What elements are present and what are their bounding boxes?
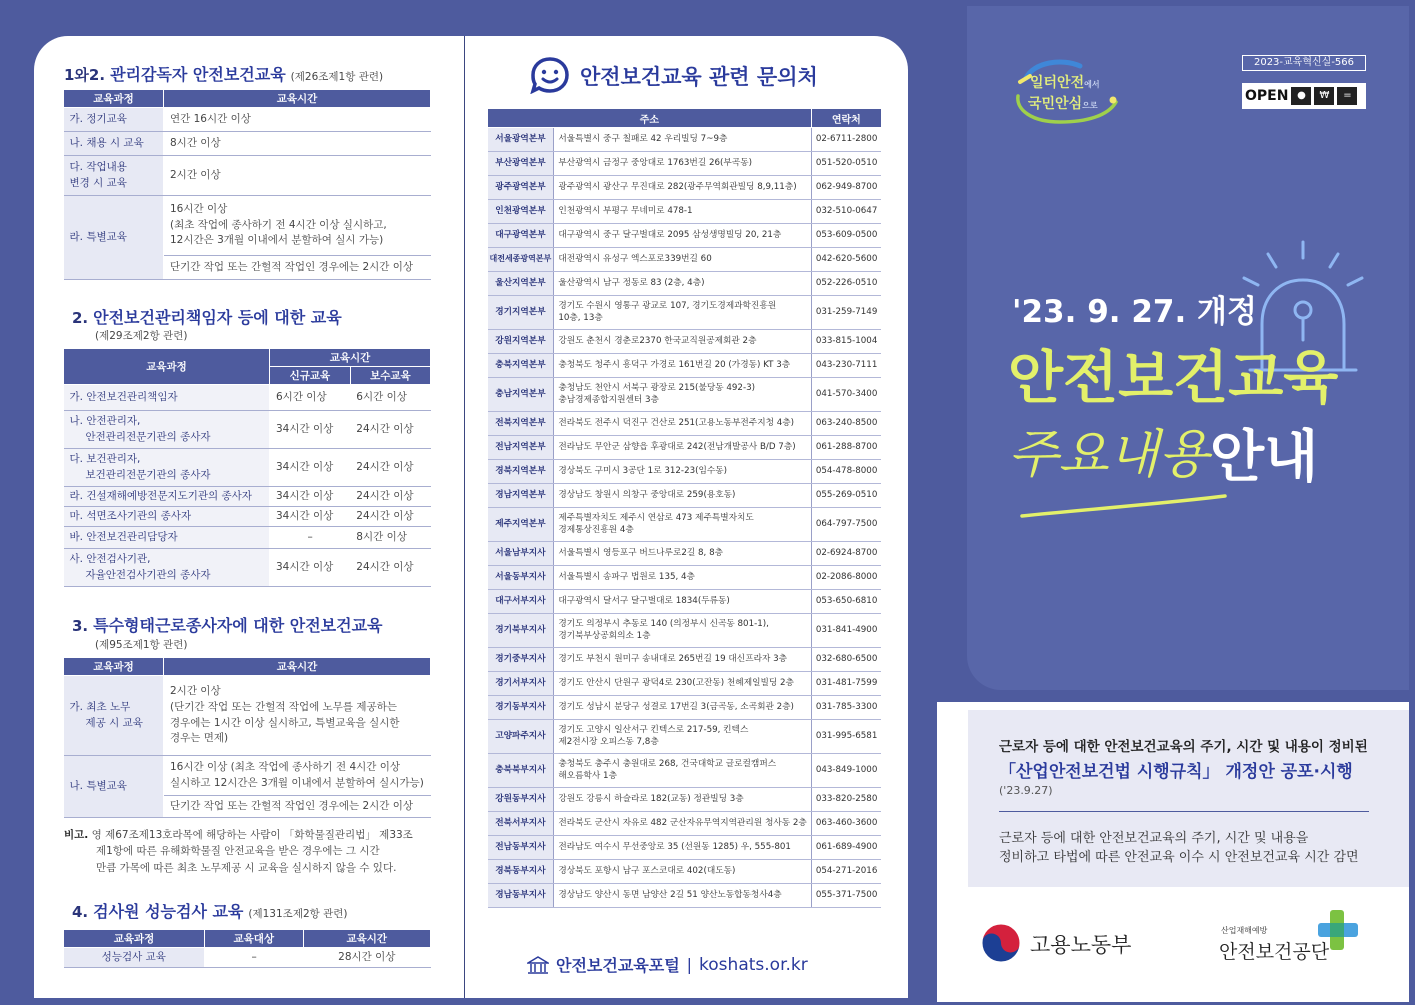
- office-cell: 대구서부지사: [488, 590, 554, 614]
- portal-url[interactable]: koshats.or.kr: [699, 954, 808, 975]
- address-line: 경기도 의정부시 추동로 140 (의정부시 신곡동 801-1),: [558, 618, 769, 629]
- section-number: 1와2.: [64, 66, 106, 84]
- course-line: 가. 최초 노무: [69, 700, 131, 713]
- address-cell: [554, 672, 811, 696]
- new-cell: 34시간 이상: [270, 449, 351, 487]
- contact-row: [488, 128, 882, 152]
- cross-logo-icon: [1316, 908, 1360, 952]
- address-cell: [554, 542, 811, 566]
- new-cell: 6시간 이상: [270, 385, 351, 411]
- slogan-text: 일터안전: [1030, 75, 1085, 91]
- phone-cell: 063-460-3600: [811, 812, 881, 836]
- office-cell: 충북지역본부: [488, 354, 554, 378]
- phone-cell: 054-271-2016: [811, 860, 881, 884]
- course-line: 변경 시 교육: [69, 176, 127, 189]
- contact-row: [488, 484, 882, 508]
- phone-cell: 062-949-8700: [811, 176, 881, 200]
- address-line: 경상남도 양산시 동면 남양산 2길 51 양산노동합동청사4층: [558, 889, 782, 900]
- cover-title-3: 안내: [1210, 425, 1319, 490]
- open-license-badge: [1242, 83, 1366, 109]
- phone-cell: 031-841-4900: [811, 614, 881, 648]
- office-cell: 충북북부지사: [488, 754, 554, 788]
- course-cell: 나. 특별교육: [64, 756, 164, 818]
- renew-cell: 24시간 이상: [350, 507, 430, 527]
- time-cell: [164, 196, 431, 256]
- phone-cell: 053-609-0500: [811, 224, 881, 248]
- contact-row: [488, 542, 882, 566]
- address-line: 해오름학사 1층: [558, 770, 617, 781]
- course-cell: 성능검사 교육: [64, 948, 205, 968]
- address-line: 제주특별자치도 제주시 연삼로 473 제주특별자치도: [558, 512, 754, 523]
- note-line: 제1항에 따른 유해화학물질 안전교육을 받은 경우에는 그 시간: [96, 845, 380, 858]
- phone-cell: 061-689-4900: [811, 836, 881, 860]
- section-title: 관리감독자 안전보건교육: [110, 65, 286, 84]
- address-line: 경기도 성남시 분당구 성결로 17번길 3(금곡동, 소곡회관 2층): [558, 701, 794, 712]
- table-manager-training: [63, 89, 431, 280]
- phone-cell: 052-226-0510: [811, 272, 881, 296]
- course-cell: [64, 676, 164, 756]
- office-cell: 대전세종광역본부: [488, 248, 554, 272]
- address-line: 울산광역시 남구 정동로 83 (2층, 4층): [558, 277, 705, 288]
- time-cell: [164, 676, 431, 756]
- address-cell: [554, 224, 811, 248]
- header-phone: 연락처: [811, 109, 881, 128]
- course-line: 다. 작업내용: [69, 160, 127, 173]
- course-line: 다. 보건관리자,: [69, 452, 141, 465]
- contact-row: [488, 176, 882, 200]
- time-cell: [164, 756, 431, 796]
- phone-cell: 033-815-1004: [811, 330, 881, 354]
- address-line: 경상북도 구미시 3공단 1로 312-23(임수동): [558, 465, 728, 476]
- address-line: 광주광역시 광산구 무진대로 282(광주무역회관빌딩 8,9,11층): [558, 181, 797, 192]
- address-line: 대구광역시 중구 달구벌대로 2095 삼성생명빌딩 20, 21층: [558, 229, 782, 240]
- header-course: 교육과정: [64, 349, 270, 385]
- office-cell: 강원지역본부: [488, 330, 554, 354]
- address-cell: [554, 272, 811, 296]
- course-line: 나. 안전관리자,: [69, 414, 141, 427]
- office-cell: 경기지역본부: [488, 296, 554, 330]
- phone-cell: 031-785-3300: [811, 696, 881, 720]
- office-cell: 전남지역본부: [488, 436, 554, 460]
- summary-date: ('23.9.27): [999, 784, 1053, 797]
- office-cell: 광주광역본부: [488, 176, 554, 200]
- header-new: 신규교육: [270, 367, 351, 385]
- time-cell: 2시간 이상: [164, 156, 431, 196]
- office-cell: 서울남부지사: [488, 542, 554, 566]
- note-line: 만큼 가목에 따른 최초 노무제공 시 교육을 실시하지 않을 수 있다.: [96, 861, 397, 874]
- time-line: (최초 작업에 종사하기 전 4시간 이상 실시하고,: [170, 218, 387, 231]
- address-line: 대구광역시 달서구 달구벌대로 1834(두류동): [558, 595, 730, 606]
- section-number: 4.: [72, 903, 89, 921]
- address-line: 경기도 안산시 단원구 광덕4로 230(고잔동) 천혜제일빌딩 2층: [558, 677, 794, 688]
- table-manager-responsible-training: [63, 348, 431, 587]
- address-cell: [554, 884, 811, 908]
- header-time: 교육시간: [303, 930, 430, 948]
- section-3-heading: [72, 613, 383, 636]
- address-line: 전라남도 여수시 무선중앙로 35 (선원동 1285) 우, 555-801: [558, 841, 791, 852]
- phone-cell: 064-797-7500: [811, 508, 881, 542]
- address-line: 경상남도 창원시 의창구 중앙대로 259(용호동): [558, 489, 736, 500]
- open-label: OPEN: [1245, 88, 1289, 104]
- office-cell: 울산지역본부: [488, 272, 554, 296]
- address-line: 대전광역시 유성구 엑스포로339번길 60: [558, 253, 712, 264]
- phone-cell: 043-230-7111: [811, 354, 881, 378]
- contact-row: [488, 508, 882, 542]
- header-course: 교육과정: [64, 658, 164, 676]
- section-reference: (제95조제1항 관련): [95, 639, 188, 651]
- address-cell: [554, 296, 811, 330]
- address-cell: [554, 508, 811, 542]
- address-cell: [554, 460, 811, 484]
- office-cell: 부산광역본부: [488, 152, 554, 176]
- header-address: 주소: [488, 109, 812, 128]
- address-line: 경기도 부천시 원미구 송내대로 265번길 19 대신프라자 3층: [558, 653, 788, 664]
- section-1-heading: [64, 62, 383, 85]
- phone-cell: 043-849-1000: [811, 754, 881, 788]
- address-line: 부산광역시 금정구 중앙대로 1763번길 26(부곡동): [558, 157, 752, 168]
- new-cell: 34시간 이상: [270, 549, 351, 587]
- phone-cell: 051-520-0510: [811, 152, 881, 176]
- time-line: 2시간 이상: [170, 685, 221, 697]
- phone-cell: 032-510-0647: [811, 200, 881, 224]
- address-line: 충남경제종합지원센터 3층: [558, 394, 659, 405]
- phone-cell: 055-269-0510: [811, 484, 881, 508]
- phone-cell: 042-620-5600: [811, 248, 881, 272]
- target-cell: –: [205, 948, 304, 968]
- section-title: 검사원 성능검사 교육: [93, 902, 244, 921]
- office-cell: 충남지역본부: [488, 378, 554, 412]
- phone-cell: 061-288-8700: [811, 436, 881, 460]
- address-line: 인천광역시 부평구 무네미로 478-1: [558, 205, 693, 216]
- time-line: 16시간 이상 (최초 작업에 종사하기 전 4시간 이상: [170, 760, 401, 773]
- office-cell: 고양파주지사: [488, 720, 554, 754]
- course-line: 사. 안전검사기관,: [69, 552, 151, 565]
- phone-cell: 031-481-7599: [811, 672, 881, 696]
- office-cell: 경기북부지사: [488, 614, 554, 648]
- phone-cell: 032-680-6500: [811, 648, 881, 672]
- course-cell: 마. 석면조사기관의 종사자: [64, 507, 270, 527]
- contact-row: [488, 152, 882, 176]
- contact-table: [487, 108, 882, 908]
- no-derivatives-icon: =: [1337, 87, 1357, 105]
- time-line: (단기간 작업 또는 간헐적 작업에 노무를 제공하는: [170, 700, 397, 713]
- slogan-line-1: [1030, 72, 1100, 92]
- contact-row: [488, 720, 882, 754]
- address-line: 10층, 13층: [558, 312, 603, 323]
- phone-cell: 031-995-6581: [811, 720, 881, 754]
- course-line: 보건관리전문기관의 종사자: [85, 468, 211, 481]
- address-cell: [554, 248, 811, 272]
- cover-title-1: 안전보건교육: [1008, 345, 1339, 411]
- course-cell: [64, 156, 164, 196]
- revision-date: '23. 9. 27. 개정: [1012, 294, 1257, 330]
- renew-cell: 24시간 이상: [350, 411, 430, 449]
- contact-row: [488, 696, 882, 720]
- note-line: 영 제67조제13호라목에 해당하는 사람이 「화학물질관리법」 제33조: [91, 829, 413, 841]
- summary-line-1: 근로자 등에 대한 안전보건교육의 주기, 시간 및 내용이 정비된: [999, 739, 1368, 755]
- address-line: 서울특별시 중구 칠패로 42 우리빌딩 7~9층: [558, 133, 728, 144]
- course-line: 안전관리전문기관의 종사자: [85, 430, 211, 443]
- phone-cell: 02-6924-8700: [811, 542, 881, 566]
- contact-row: [488, 884, 882, 908]
- contact-row: [488, 614, 882, 648]
- slogan-particle: 으로: [1082, 101, 1098, 110]
- address-line: 전라남도 무안군 삼향읍 후광대로 242(전남개발공사 B/D 7층): [558, 441, 796, 452]
- contact-row: [488, 460, 882, 484]
- phone-cell: 033-820-2580: [811, 788, 881, 812]
- address-line: 충청남도 천안시 서북구 광장로 215(불당동 492-3): [558, 382, 756, 393]
- office-cell: 경북동부지사: [488, 860, 554, 884]
- header-course: 교육과정: [64, 930, 205, 948]
- course-cell: [64, 449, 270, 487]
- address-cell: [554, 836, 811, 860]
- office-cell: 경남동부지사: [488, 884, 554, 908]
- course-cell: [64, 549, 270, 587]
- office-cell: 인천광역본부: [488, 200, 554, 224]
- address-line: 충청북도 충주시 충원대로 268, 건국대학교 글로컬캠퍼스: [558, 758, 777, 769]
- address-line: 전라북도 군산시 자유로 482 군산자유무역지역관리원 청사동 2층: [558, 817, 807, 828]
- table-inspector-training: [63, 929, 431, 968]
- address-cell: [554, 412, 811, 436]
- time-cell: 단기간 작업 또는 간헐적 작업인 경우에는 2시간 이상: [164, 796, 431, 818]
- contact-row: [488, 566, 882, 590]
- section-4-heading: [72, 899, 348, 922]
- time-line: 16시간 이상: [170, 202, 228, 215]
- renew-cell: 8시간 이상: [350, 527, 430, 549]
- slogan-text: 국민안심: [1028, 96, 1083, 112]
- section-title: 특수형태근로종사자에 대한 안전보건교육: [93, 616, 383, 635]
- building-icon: [527, 955, 549, 975]
- section-reference: (제131조제2항 관련): [248, 908, 348, 920]
- contact-row: [488, 754, 882, 788]
- renew-cell: 24시간 이상: [350, 487, 430, 507]
- contact-row: [488, 272, 882, 296]
- office-cell: 경북지역본부: [488, 460, 554, 484]
- renew-cell: 24시간 이상: [350, 549, 430, 587]
- header-time: 교육시간: [164, 658, 431, 676]
- office-cell: 경기서부지사: [488, 672, 554, 696]
- address-line: 경제통상진흥원 4층: [558, 524, 634, 535]
- course-cell: 나. 채용 시 교육: [64, 132, 164, 156]
- time-cell: 28시간 이상: [303, 948, 430, 968]
- section-title: 안전보건관리책임자 등에 대한 교육: [93, 308, 342, 327]
- phone-cell: 055-371-7500: [811, 884, 881, 908]
- office-cell: 경남지역본부: [488, 484, 554, 508]
- header-target: 교육대상: [205, 930, 304, 948]
- underline-stroke: [1020, 490, 1230, 520]
- address-cell: [554, 590, 811, 614]
- office-cell: 강원동부지사: [488, 788, 554, 812]
- portal-footer: [527, 953, 808, 976]
- agency-name: 안전보건공단: [1219, 941, 1330, 963]
- contact-row: [488, 860, 882, 884]
- address-cell: [554, 788, 811, 812]
- address-line: 경상북도 포항시 남구 포스코대로 402(대도동): [558, 865, 736, 876]
- course-cell: 가. 정기교육: [64, 108, 164, 132]
- contact-row: [488, 836, 882, 860]
- address-cell: [554, 378, 811, 412]
- course-cell: 라. 건설재해예방전문지도기관의 종사자: [64, 487, 270, 507]
- section-reference: (제26조제1항 관련): [290, 71, 384, 83]
- course-cell: 가. 안전보건관리책임자: [64, 385, 270, 411]
- contact-row: [488, 378, 882, 412]
- contact-row: [488, 672, 882, 696]
- phone-cell: 041-570-3400: [811, 378, 881, 412]
- address-line: 충청북도 청주시 흥덕구 가경로 161번길 20 (가경동) KT 3층: [558, 359, 791, 370]
- slogan-particle: 에서: [1084, 80, 1100, 89]
- section-number: 3.: [72, 617, 89, 635]
- phone-cell: 063-240-8500: [811, 412, 881, 436]
- address-line: 전라북도 전주시 덕진구 건산로 251(고용노동부전주지청 4층): [558, 417, 795, 428]
- address-cell: [554, 566, 811, 590]
- portal-name: 안전보건교육포털: [556, 956, 680, 975]
- address-cell: [554, 436, 811, 460]
- contact-row: [488, 812, 882, 836]
- header-time: 교육시간: [270, 349, 431, 367]
- taeguk-logo-icon: [980, 922, 1022, 964]
- address-line: 강원도 강릉시 하슬라로 182(교동) 정관빌딩 3층: [558, 793, 744, 804]
- address-line: 제2전시장 오피스동 7,8층: [558, 736, 659, 747]
- address-cell: [554, 860, 811, 884]
- contact-row: [488, 330, 882, 354]
- course-cell: 라. 특별교육: [64, 196, 164, 280]
- renew-cell: 6시간 이상: [350, 385, 430, 411]
- time-line: 실시하고 12시간은 3개월 이내에서 분할하여 실시가능): [170, 776, 424, 789]
- address-cell: [554, 648, 811, 672]
- phone-cell: 02-2086-8000: [811, 566, 881, 590]
- address-line: 경기도 고양시 일산서구 킨텍스로 217-59, 킨텍스: [558, 724, 749, 735]
- section-2-heading: [72, 305, 342, 328]
- office-cell: 서울동부지사: [488, 566, 554, 590]
- contact-title: 안전보건교육 관련 문의처: [580, 65, 818, 89]
- document-code: 2023-교육혁신실-566: [1242, 55, 1366, 71]
- header-time: 교육시간: [164, 90, 431, 108]
- new-cell: –: [270, 527, 351, 549]
- description-line-1: 근로자 등에 대한 안전보건교육의 주기, 시간 및 내용을: [999, 831, 1309, 846]
- ministry-name: 고용노동부: [1030, 933, 1132, 957]
- note-label: 비고.: [64, 829, 89, 841]
- time-line: 경우에는 1시간 이상 실시하고, 특별교육을 실시한: [170, 716, 400, 729]
- course-line: 제공 시 교육: [85, 716, 143, 729]
- contact-row: [488, 248, 882, 272]
- address-line: 강원도 춘천시 경춘로2370 한국교직원공제회관 2층: [558, 335, 757, 346]
- address-cell: [554, 354, 811, 378]
- phone-cell: 031-259-7149: [811, 296, 881, 330]
- office-cell: 서울광역본부: [488, 128, 554, 152]
- address-cell: [554, 812, 811, 836]
- header-renew: 보수교육: [350, 367, 430, 385]
- contact-row: [488, 436, 882, 460]
- agency-subtitle: 산업재해예방: [1221, 926, 1268, 935]
- time-cell: 단기간 작업 또는 간헐적 작업인 경우에는 2시간 이상: [164, 256, 431, 280]
- address-line: 경기도 수원시 영통구 광교로 107, 경기도경제과학진흥원: [558, 300, 777, 311]
- time-cell: 8시간 이상: [164, 132, 431, 156]
- commercial-icon: ₩: [1314, 87, 1334, 105]
- time-line: 경우는 면제): [170, 732, 229, 745]
- renew-cell: 24시간 이상: [350, 449, 430, 487]
- slogan-line-2: [1028, 93, 1098, 113]
- phone-cell: 053-650-6810: [811, 590, 881, 614]
- office-cell: 전북서부지사: [488, 812, 554, 836]
- office-cell: 대구광역본부: [488, 224, 554, 248]
- time-cell: 연간 16시간 이상: [164, 108, 431, 132]
- attribution-icon: ●: [1291, 87, 1311, 105]
- summary-divider: [999, 811, 1369, 812]
- address-line: 경기북부상공회의소 1층: [558, 630, 651, 641]
- new-cell: 34시간 이상: [270, 507, 351, 527]
- office-cell: 제주지역본부: [488, 508, 554, 542]
- phone-cell: 02-6711-2800: [811, 128, 881, 152]
- address-cell: [554, 696, 811, 720]
- section-number: 2.: [72, 309, 89, 327]
- address-cell: [554, 754, 811, 788]
- contact-row: [488, 296, 882, 330]
- footer-separator: |: [686, 955, 693, 974]
- office-cell: 경기중부지사: [488, 648, 554, 672]
- office-cell: 경기동부지사: [488, 696, 554, 720]
- address-cell: [554, 720, 811, 754]
- table-special-worker-training: [63, 657, 431, 818]
- new-cell: 34시간 이상: [270, 487, 351, 507]
- address-cell: [554, 200, 811, 224]
- smiley-chat-icon: [530, 56, 570, 94]
- office-cell: 전남동부지사: [488, 836, 554, 860]
- course-cell: [64, 411, 270, 449]
- contact-row: [488, 354, 882, 378]
- section-reference: (제29조제2항 관련): [95, 330, 188, 342]
- contact-row: [488, 224, 882, 248]
- new-cell: 34시간 이상: [270, 411, 351, 449]
- address-cell: [554, 152, 811, 176]
- contact-row: [488, 788, 882, 812]
- cover-title-2: 주요내용: [1008, 425, 1209, 485]
- time-line: 12시간은 3개월 이내에서 분할하여 실시 가능): [170, 234, 384, 247]
- phone-cell: 054-478-8000: [811, 460, 881, 484]
- office-cell: 전북지역본부: [488, 412, 554, 436]
- address-cell: [554, 484, 811, 508]
- contact-row: [488, 412, 882, 436]
- address-line: 서울특별시 영등포구 버드나루로2길 8, 8층: [558, 547, 723, 558]
- contact-row: [488, 648, 882, 672]
- contact-row: [488, 200, 882, 224]
- address-cell: [554, 128, 811, 152]
- note-block: [64, 827, 436, 876]
- header-course: 교육과정: [64, 90, 164, 108]
- address-cell: [554, 176, 811, 200]
- course-line: 자율안전검사기관의 종사자: [85, 568, 211, 581]
- course-cell: 바. 안전보건관리담당자: [64, 527, 270, 549]
- description-line-2: 정비하고 타법에 따른 안전교육 이수 시 안전보건교육 시간 감면: [999, 850, 1359, 865]
- contact-row: [488, 590, 882, 614]
- address-cell: [554, 614, 811, 648]
- summary-line-2: 「산업안전보건법 시행규칙」 개정안 공포·시행: [999, 762, 1353, 782]
- address-line: 서울특별시 송파구 법원로 135, 4층: [558, 571, 695, 582]
- address-cell: [554, 330, 811, 354]
